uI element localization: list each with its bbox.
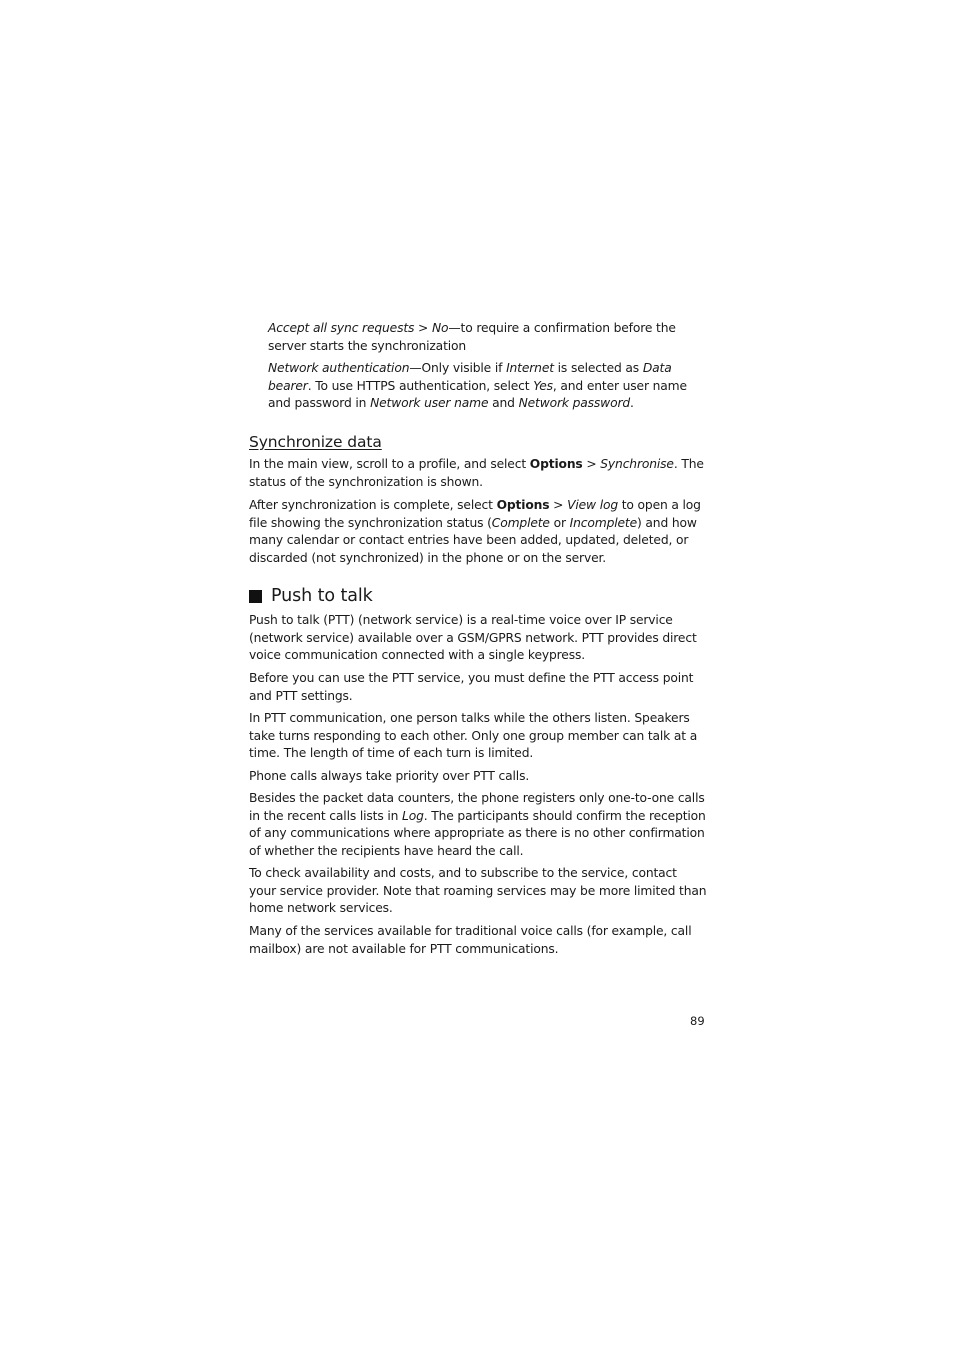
password-term: Network password xyxy=(518,396,631,411)
text: —Only visible if xyxy=(409,361,507,375)
ptt-paragraph-1: Push to talk (PTT) (network service) is a real-time voice over IP service (network service) available over a GSM/GPRS network. PTT provides direct voice communication connected with a single keypress. xyxy=(249,613,697,663)
section-square-icon xyxy=(249,590,262,603)
push-to-talk-heading xyxy=(249,586,373,606)
text: In the main view, scroll to a profile, and select xyxy=(249,457,530,471)
text: or xyxy=(549,515,570,530)
log-term: Log xyxy=(402,808,424,823)
internet-term: Internet xyxy=(506,361,554,375)
user-name-term: Network user name xyxy=(370,396,489,411)
heading-text: Push to talk xyxy=(271,586,373,606)
complete-term: Complete xyxy=(491,515,550,530)
separator: > xyxy=(549,498,568,512)
ptt-paragraph-7: Many of the services available for traditional voice calls (for example, call mailbox) are not available for PTT communications. xyxy=(249,924,692,956)
ptt-paragraph-4: Phone calls always take priority over PTT calls. xyxy=(249,769,530,783)
text: After synchronization is complete, select xyxy=(249,498,497,512)
network-auth-option xyxy=(268,360,708,413)
ptt-paragraph-2: Before you can use the PTT service, you must define the PTT access point and PTT settings. xyxy=(249,671,694,703)
incomplete-term: Incomplete xyxy=(569,515,638,530)
text: ) and how many calendar or contact entries have been added, updated, deleted, or discarded (not synchronized) in the phone or on the server. xyxy=(249,515,697,566)
option-term: Accept all sync requests xyxy=(268,321,415,335)
text: . The status of the synchronization is shown. xyxy=(249,457,704,489)
text: and xyxy=(488,396,519,411)
text: Besides the packet data counters, the phone registers only one-to-one calls in the recent calls lists in xyxy=(249,791,705,823)
text: , and enter user name and password in xyxy=(268,378,687,411)
options-term: Options xyxy=(529,457,583,471)
text: to open a log file showing the synchronization status ( xyxy=(249,498,701,530)
ptt-paragraph-5 xyxy=(249,790,707,861)
synchronize-paragraph-1 xyxy=(249,456,707,491)
synchronise-term: Synchronise xyxy=(600,457,674,471)
synchronize-paragraph-2 xyxy=(249,497,707,568)
option-value: No xyxy=(431,321,449,335)
separator: > xyxy=(582,457,601,471)
text: . xyxy=(630,396,634,411)
text: . To use HTTPS authentication, select xyxy=(307,378,534,393)
ptt-paragraph-3: In PTT communication, one person talks while the others listen. Speakers take turns responding to each other. Only one group member can talk at a time. The length of time of each turn is limited. xyxy=(249,711,698,761)
text: is selected as xyxy=(553,361,643,375)
synchronize-heading: Synchronize data xyxy=(249,433,382,451)
separator: > xyxy=(414,321,432,335)
option-desc: —to require a confirmation before the server starts the synchronization xyxy=(268,321,676,353)
ptt-paragraph-6: To check availability and costs, and to subscribe to the service, contact your service provider. Note that roaming services may be more limited than home network services. xyxy=(249,866,707,916)
option-term: Network authentication xyxy=(268,361,410,375)
options-term: Options xyxy=(496,498,550,512)
data-bearer-term: Data bearer xyxy=(268,361,672,393)
yes-term: Yes xyxy=(533,378,553,393)
accept-all-sync-option xyxy=(268,320,708,355)
text: . The participants should confirm the reception of any communications where appropriate as there is no other confirmation of whether the recipients have heard the call. xyxy=(249,808,706,859)
page-number: 89 xyxy=(690,1014,705,1028)
view-log-term: View log xyxy=(567,498,618,512)
